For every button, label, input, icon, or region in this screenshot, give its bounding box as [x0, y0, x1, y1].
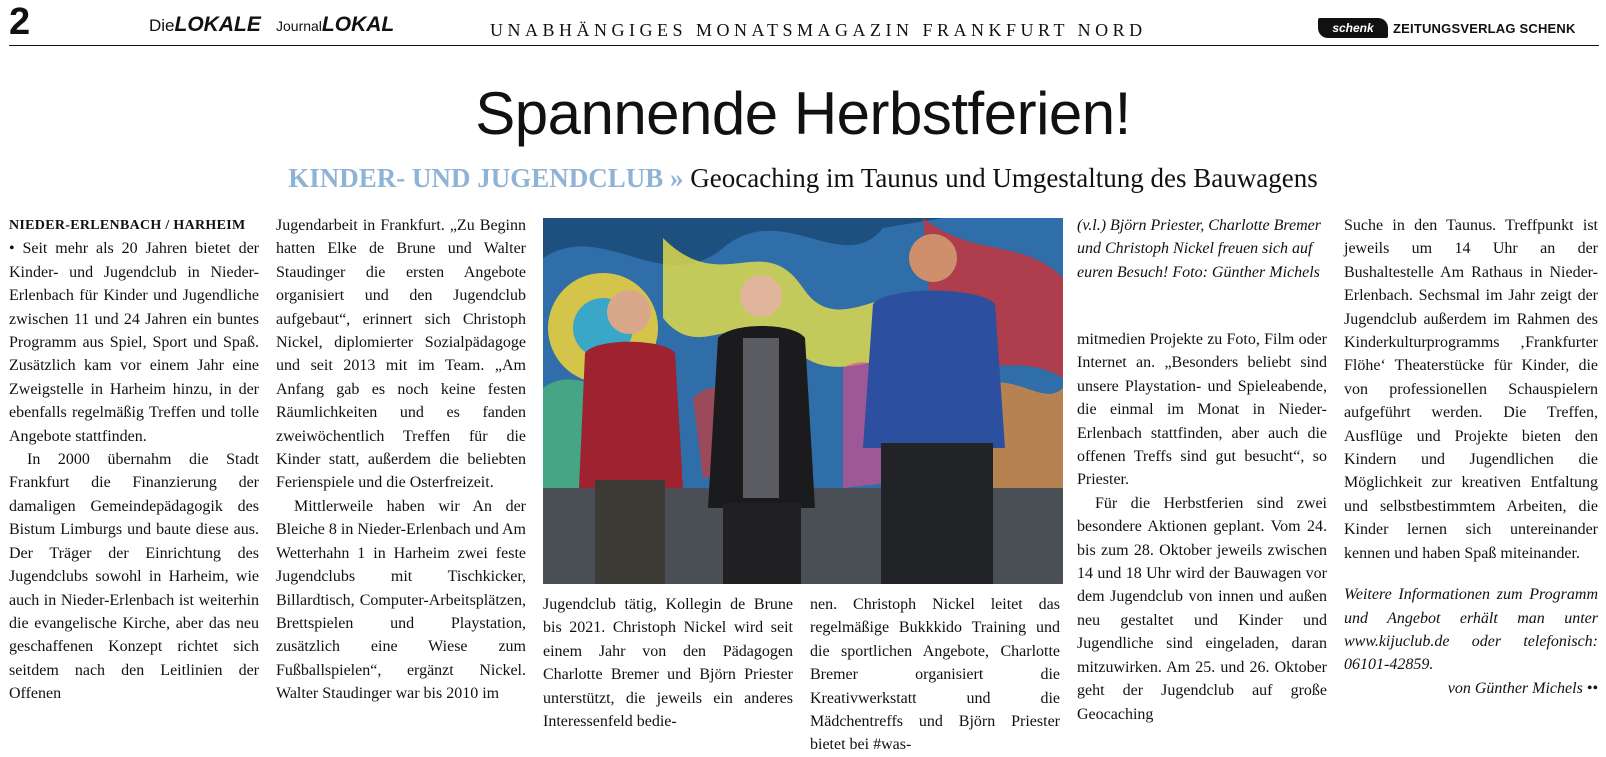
publication-logo-journal-lokal	[276, 14, 394, 37]
article-subhead	[0, 160, 1606, 196]
header-rule	[9, 45, 1599, 46]
publisher-name: ZEITUNGSVERLAG SCHENK	[1393, 20, 1576, 36]
article-headline: Spannende Herbstferien!	[475, 80, 1131, 147]
masthead-tagline: UNABHÄNGIGES MONATSMAGAZIN FRANKFURT NORD	[490, 20, 1147, 40]
text-column-3	[543, 593, 793, 733]
text-column-4	[810, 593, 1060, 757]
paragraph: Suche in den Taunus. Treffpunkt ist jeweils um 14 Uhr an der Bushaltestelle Am Rathaus in Nieder-Erlenbach. Sechsmal im Jahr zeigt der Jugendclub außerdem im Rahmen des Kinderkulturprogramms ‚Frankfurter Flöhe‘ Theaterstücke für Kinder, die von professionellen Schauspielern aufgeführt werden. Die Treffen, Ausflüge und Projekte bieten den Kindern und Jugendlichen die Möglichkeit zur kreativen Entfaltung und selbstbestimmtem Arbeiten, die Kinder lernen sich untereinander kennen und haben Spaß miteinander.	[1344, 217, 1598, 562]
pub2-prefix: Journal	[276, 18, 322, 34]
paragraph: • Seit mehr als 20 Jahren bietet der Kinder- und Jugendclub in Nieder-Erlenbach für Kinder und Jugendliche zwischen 11 und 24 Jahren ein buntes Programm aus Spiel, Sport und Spaß. Zusätzlich kam vor einem Jahr eine Zweigstelle in Harheim hinzu, in der ebenfalls regelmäßig Treffen und tolle Angebote stattfinden.	[9, 240, 259, 445]
pub2-name: LOKAL	[321, 13, 395, 36]
article-kicker: KINDER- UND JUGENDCLUB »	[288, 163, 684, 193]
publisher	[1318, 18, 1576, 38]
graffiti-photo-image	[543, 218, 1063, 584]
photo-caption: (v.l.) Björn Priester, Charlotte Bremer und Christoph Nickel freuen sich auf euren Besuch! Foto: Günther Michels	[1077, 217, 1321, 281]
pub1-name: LOKALE	[174, 13, 261, 36]
paragraph: Für die Herbstferien sind zwei besondere Aktionen geplant. Vom 24. bis zum 28. Oktober jeweils zwischen 14 und 18 Uhr wird der Bauwagen vor dem Jugendclub von innen und außen neu gestaltet und Kinder und Jugendliche sind eingeladen, daran mitzuwirken. Am 25. und 26. Oktober geht der Jugendclub auf große Geocaching	[1077, 494, 1327, 723]
byline: von Günther Michels ••	[1447, 679, 1598, 697]
paragraph: In 2000 übernahm die Stadt Frankfurt die Finanzierung der damaligen Gemeindepädagogik des Bistum Limburgs und baute diese aus. Der Träger der Einrichtung des Jugendclubs sowohl in Harheim, wie auch in Nieder-Erlenbach ist weiterhin die evangelische Kirche, aber das neu geschaffenen Konzept richtet sich seitdem nach den Leitlinien der Offenen	[9, 451, 259, 703]
page-header	[0, 0, 1606, 48]
article-photo	[543, 218, 1063, 584]
publisher-logo-icon: schenk	[1318, 18, 1388, 38]
pub1-prefix: Die	[149, 16, 175, 35]
paragraph: Jugendclub tätig, Kollegin de Brune bis 2021. Christoph Nickel wird seit einem Jahr von den Pädagogen Charlotte Bremer und Björn Priester unterstützt, die jeweils ein anderes Interessenfeld bedie-	[543, 596, 793, 731]
text-column-5	[1077, 328, 1327, 726]
paragraph: mitmedien Projekte zu Foto, Film oder Internet an. „Besonders beliebt sind unsere Playstation- und Spieleabende, die einmal im Monat in Nieder-Erlenbach stattfinden, aber auch die offenen Treffs sind gut besucht“, so Priester.	[1077, 331, 1327, 489]
paragraph: Mittlerweile haben wir An der Bleiche 8 in Nieder-Erlenbach und Am Wetterhahn 1 in Harheim zwei feste Jugendclubs mit Tischkicker, Billardtisch, Computer-Arbeitsplätzen, Brettspielen und Playstation, zusätzlich eine Wiese zum Fußballspielen“, ergänzt Nickel. Walter Staudinger war bis 2010 im	[276, 497, 526, 703]
dateline: NIEDER-ERLENBACH / HARHEIM	[9, 218, 246, 233]
publication-logo-die-lokale	[149, 14, 261, 37]
page-number: 2	[9, 1, 31, 43]
text-column-1	[9, 214, 259, 706]
text-column-6	[1344, 214, 1598, 700]
paragraph: nen. Christoph Nickel leitet das regelmäßige Bukkkido Training und die sportlichen Angebote, Charlotte Bremer organisiert die Kreativwerkstatt und die Mädchentreffs und Björn Priester bietet bei #was-	[810, 596, 1060, 754]
info-box: Weitere Informationen zum Programm und Angebot erhält man unter www.kijuclub.de oder telefonisch: 06101-42859.	[1344, 586, 1598, 674]
text-column-2	[276, 214, 526, 706]
paragraph: Jugendarbeit in Frankfurt. „Zu Beginn hatten Elke de Brune und Walter Staudinger die ersten Angebote organisiert und den Jugendclub aufgebaut“, erinnert sich Christoph Nickel, diplomierter Sozialpädagoge und seit 2013 mit im Team. „Am Anfang gab es noch keine festen Räumlichkeiten und es fanden zweiwöchentlich Treffen für die Kinder statt, außerdem die beliebten Ferienspiele und die Osterfreizeit.	[276, 217, 526, 492]
article-subtitle: Geocaching im Taunus und Umgestaltung des Bauwagens	[690, 163, 1318, 193]
